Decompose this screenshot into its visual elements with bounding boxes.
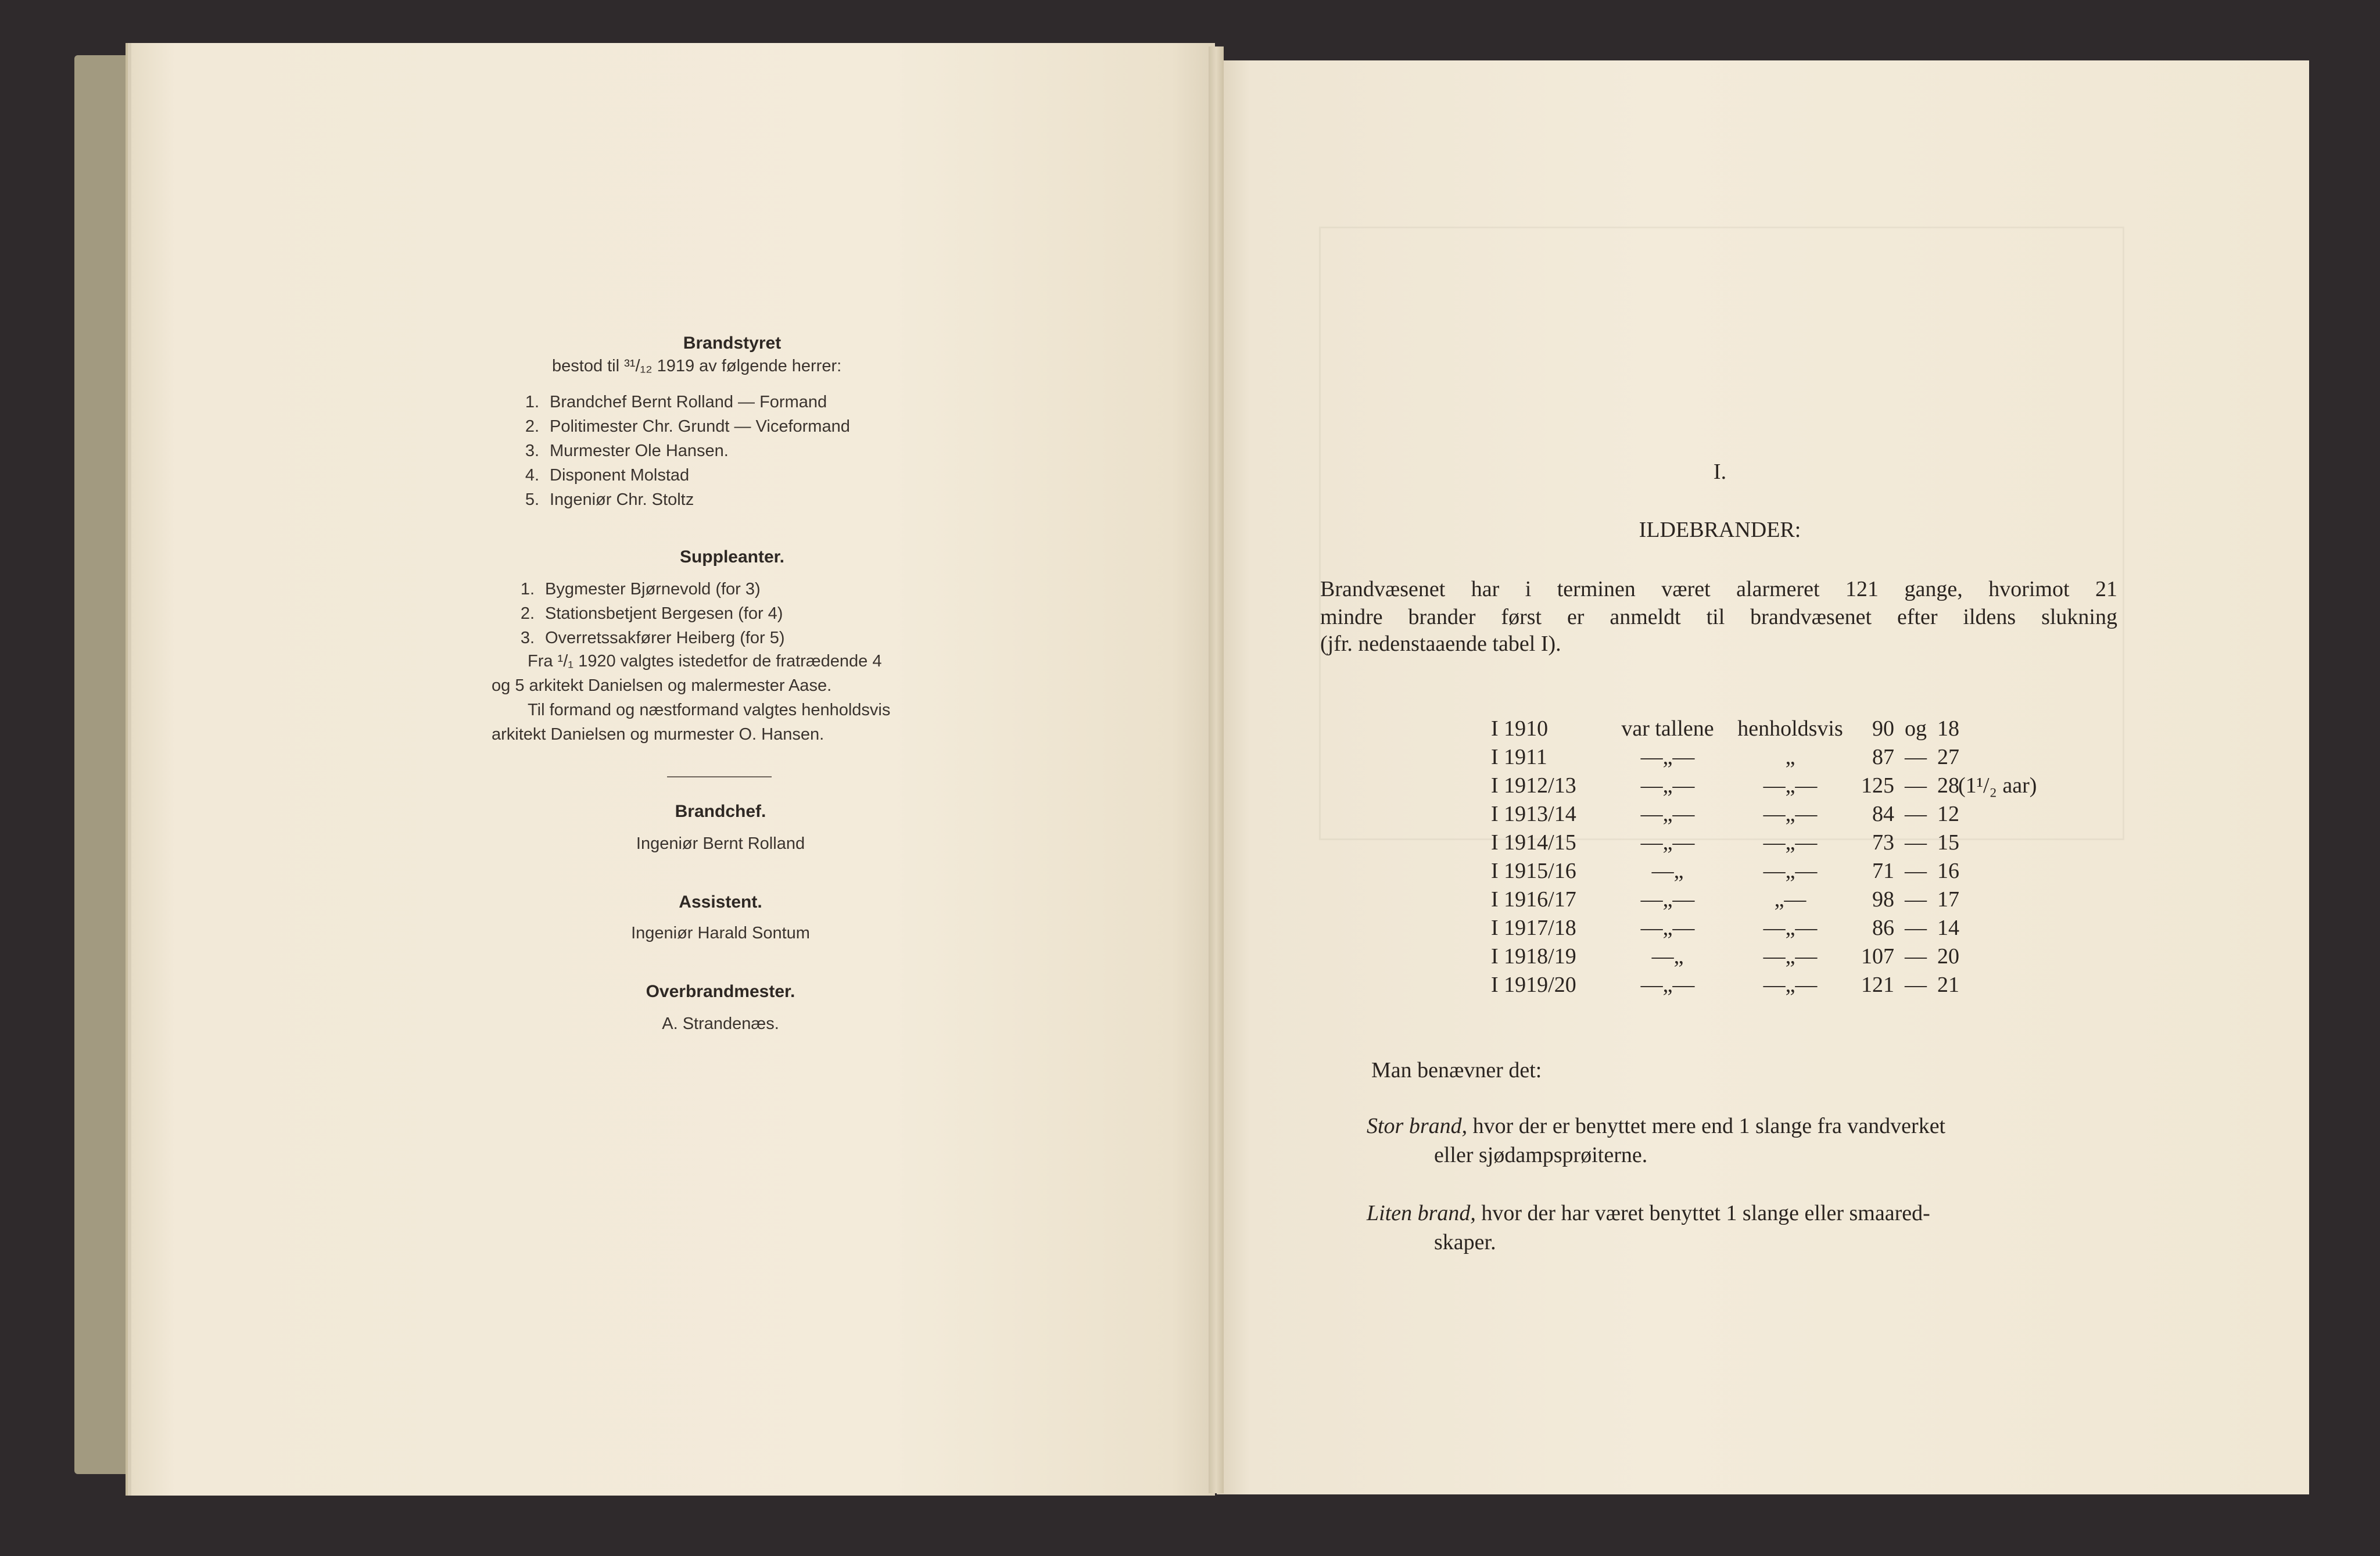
table-cell-c2: „: [1785, 745, 1795, 769]
brandstyret-member: 4. Disponent Molstad: [525, 466, 690, 485]
table-cell-year: I 1914/15: [1491, 830, 1576, 855]
table-cell-c1: —„: [1651, 859, 1684, 883]
brandchef-name: Ingeniør Bernt Rolland: [636, 834, 805, 853]
table-cell-year: I 1917/18: [1491, 916, 1576, 940]
definition-term: Liten brand,: [1367, 1201, 1476, 1225]
suppleant-member: 2. Stationsbetjent Bergesen (for 4): [520, 604, 783, 623]
table-cell-c1: —„—: [1640, 745, 1695, 769]
table-cell-year: I 1918/19: [1491, 944, 1576, 969]
suppleant-member: 3. Overretssakfører Heiberg (for 5): [520, 629, 785, 647]
table-cell-a: 87: [1872, 745, 1894, 769]
table-cell-c1: —„—: [1640, 830, 1695, 855]
table-cell-b: 16: [1937, 859, 1959, 883]
section-title: ILDEBRANDER:: [1639, 518, 1801, 542]
table-cell-sep: —: [1905, 830, 1927, 855]
overbrandmester-name: A. Strandenæs.: [662, 1014, 779, 1033]
table-cell-b: 20: [1937, 944, 1959, 969]
table-cell-b: 27: [1937, 745, 1959, 769]
assistent-heading: Assistent.: [679, 892, 762, 912]
table-cell-c2: —„—: [1763, 916, 1818, 940]
paragraph-line: mindre brander først er anmeldt til brandvæsenet efter ildens slukning: [1320, 605, 2117, 629]
table-cell-a: 84: [1872, 802, 1894, 826]
definition-text: hvor der har været benyttet 1 slange eller smaared-: [1481, 1201, 1930, 1225]
paragraph-line: Brandvæsenet har i terminen været alarmeret 121 gange, hvorimot 21: [1320, 577, 2117, 601]
table-cell-c1: —„—: [1640, 802, 1695, 826]
table-cell-b: 18: [1937, 716, 1959, 741]
suppleanter-heading: Suppleanter.: [679, 547, 785, 567]
left-page: [131, 43, 1215, 1496]
table-cell-c2: —„—: [1763, 859, 1818, 883]
table-cell-b: 14: [1937, 916, 1959, 940]
table-cell-year: I 1919/20: [1491, 973, 1576, 997]
section-divider: [667, 776, 772, 777]
table-cell-a: 71: [1872, 859, 1894, 883]
brandstyret-intro: bestod til ³¹/₁₂ 1919 av følgende herrer:: [552, 357, 842, 375]
table-cell-c1: —„—: [1640, 773, 1695, 798]
table-cell-c2: —„—: [1763, 944, 1818, 969]
table-cell-a: 121: [1861, 973, 1894, 997]
table-cell-c1: —„: [1651, 944, 1684, 969]
brandstyret-heading: Brandstyret: [683, 334, 782, 353]
overbrandmester-heading: Overbrandmester.: [646, 982, 795, 1001]
book-gutter: [1209, 46, 1224, 1493]
suppleanter-note-line: Fra ¹/₁ 1920 valgtes istedetfor de fratrædende 4: [528, 652, 882, 671]
suppleanter-note-line: og 5 arkitekt Danielsen og malermester Aase.: [492, 676, 832, 695]
table-cell-sep: —: [1905, 887, 1927, 912]
table-cell-a: 73: [1872, 830, 1894, 855]
table-cell-c2: —„—: [1763, 773, 1818, 798]
table-cell-b: 17: [1937, 887, 1959, 912]
table-cell-sep: —: [1905, 802, 1927, 826]
table-cell-sep: —: [1905, 944, 1927, 969]
table-cell-year: I 1910: [1491, 716, 1549, 741]
table-cell-year: I 1913/14: [1491, 802, 1576, 826]
definition-term: Stor brand,: [1367, 1114, 1468, 1138]
table-cell-a: 86: [1872, 916, 1894, 940]
table-cell-b: 15: [1937, 830, 1959, 855]
table-cell-sep: og: [1905, 716, 1927, 741]
definition-line: [1367, 1113, 1945, 1139]
table-cell-sep: —: [1905, 916, 1927, 940]
table-cell-c2: „—: [1774, 887, 1806, 912]
table-cell-b: 12: [1937, 802, 1959, 826]
table-cell-extra: (1¹/₂ aar): [1958, 773, 2037, 798]
suppleanter-note-line: arkitekt Danielsen og murmester O. Hansen.: [492, 725, 825, 744]
table-cell-c1: —„—: [1640, 973, 1695, 997]
table-cell-year: I 1912/13: [1491, 773, 1576, 798]
table-cell-b: 28: [1937, 773, 1959, 798]
brandstyret-member: 5. Ingeniør Chr. Stoltz: [525, 490, 694, 509]
table-cell-sep: —: [1905, 773, 1927, 798]
definition-line: [1367, 1200, 1930, 1226]
table-cell-a: 98: [1872, 887, 1894, 912]
table-cell-c2: —„—: [1763, 802, 1818, 826]
definition-continuation: eller sjødampsprøiterne.: [1434, 1143, 1648, 1167]
table-cell-b: 21: [1937, 973, 1959, 997]
table-cell-sep: —: [1905, 745, 1927, 769]
table-cell-sep: —: [1905, 973, 1927, 997]
paragraph-line: (jfr. nedenstaaende tabel I).: [1320, 632, 1561, 656]
table-cell-sep: —: [1905, 859, 1927, 883]
section-number: I.: [1713, 460, 1727, 484]
brandstyret-member: 3. Murmester Ole Hansen.: [525, 442, 729, 460]
brandchef-heading: Brandchef.: [675, 802, 766, 821]
table-cell-a: 125: [1861, 773, 1894, 798]
table-cell-c2: —„—: [1763, 973, 1818, 997]
suppleant-member: 1. Bygmester Bjørnevold (for 3): [520, 580, 761, 598]
table-cell-year: I 1911: [1491, 745, 1547, 769]
table-cell-c2: —„—: [1763, 830, 1818, 855]
assistent-name: Ingeniør Harald Sontum: [631, 924, 810, 942]
brandstyret-member: 2. Politimester Chr. Grundt — Viceformand: [525, 417, 850, 436]
definition-text: hvor der er benyttet mere end 1 slange fra vandverket: [1472, 1114, 1946, 1138]
brandstyret-member: 1. Brandchef Bernt Rolland — Formand: [525, 393, 827, 411]
definition-continuation: skaper.: [1434, 1230, 1496, 1254]
suppleanter-note-line: Til formand og næstformand valgtes henholdsvis: [528, 701, 891, 719]
table-cell-c1: var tallene: [1621, 716, 1714, 741]
table-cell-c2: henholdsvis: [1737, 716, 1843, 741]
table-cell-c1: —„—: [1640, 887, 1695, 912]
table-cell-c1: —„—: [1640, 916, 1695, 940]
table-cell-year: I 1915/16: [1491, 859, 1576, 883]
table-cell-year: I 1916/17: [1491, 887, 1576, 912]
table-cell-a: 90: [1872, 716, 1894, 741]
table-cell-a: 107: [1861, 944, 1894, 969]
intro-line: Man benævner det:: [1371, 1058, 1542, 1082]
